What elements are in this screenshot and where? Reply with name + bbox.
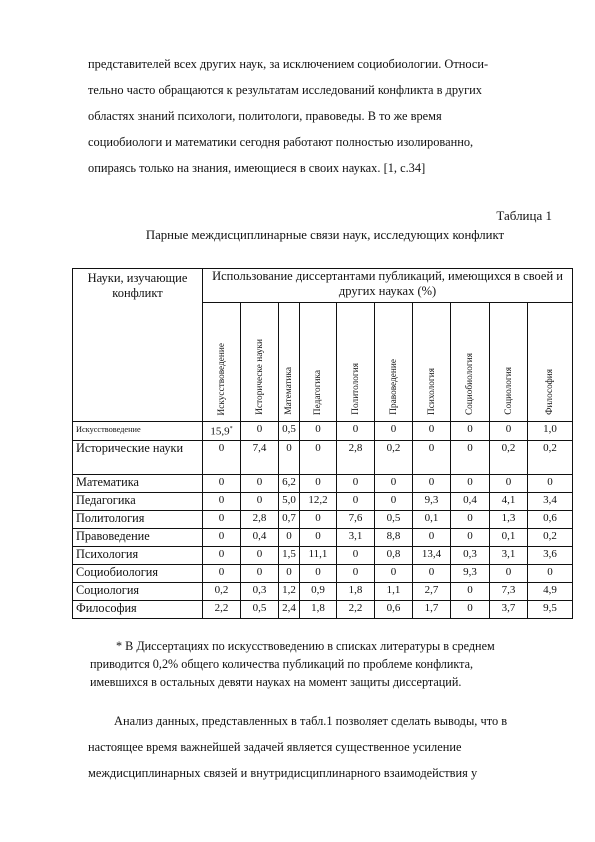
table-cell	[279, 422, 300, 441]
cell-value: 4,9	[543, 583, 557, 596]
column-header	[413, 303, 451, 422]
table-row	[73, 582, 573, 600]
table-cell	[451, 422, 490, 441]
cell-value: 0	[505, 475, 512, 488]
table-row	[73, 546, 573, 564]
table-cell	[300, 600, 337, 618]
table-cell	[300, 582, 337, 600]
cell-value: 0	[352, 565, 359, 578]
cell-value: 0,6	[543, 511, 557, 524]
table-cell	[337, 564, 375, 582]
table-cell	[279, 492, 300, 510]
table-cell	[203, 582, 241, 600]
table-cell	[203, 510, 241, 528]
column-header-label: Педагогика	[313, 369, 323, 415]
table-cell	[413, 510, 451, 528]
table-cell	[300, 440, 337, 474]
cell-value: 0	[547, 475, 553, 488]
cell-value: 0	[218, 511, 225, 524]
column-header-label: Искусствоведение	[216, 342, 227, 415]
cell-value: 0	[286, 565, 292, 578]
table-cell	[241, 564, 279, 582]
cell-value: 0	[256, 565, 263, 578]
cell-value: 0	[428, 475, 435, 488]
table-cell	[528, 474, 573, 492]
column-header	[203, 303, 241, 422]
cell-value: 0	[218, 565, 225, 578]
row-label: Исторические науки	[73, 440, 203, 474]
column-header-label: Историческе науки	[254, 339, 265, 415]
cell-value: 0	[467, 601, 473, 614]
cell-value: 0,4	[252, 529, 267, 542]
table-cell	[490, 440, 528, 474]
table-cell	[300, 546, 337, 564]
table-cell	[203, 546, 241, 564]
table-cell	[451, 440, 490, 474]
cell-value: 13,4	[421, 547, 442, 560]
cell-value: 1,2	[282, 583, 296, 596]
table-cell	[451, 510, 490, 528]
cell-value: 0,2	[543, 441, 557, 454]
cell-value: 0	[286, 441, 292, 454]
cell-value: 0	[256, 475, 263, 488]
cell-value: 0	[315, 511, 321, 524]
cell-value: 6,2	[282, 475, 296, 488]
intro-paragraph	[88, 51, 548, 181]
cell-value: 0,3	[463, 547, 477, 560]
cell-value: 0,2	[386, 441, 401, 454]
table-row	[73, 528, 573, 546]
table-cell	[451, 492, 490, 510]
table-footnote	[90, 637, 560, 691]
table-cell	[241, 510, 279, 528]
table-cell	[413, 422, 451, 441]
conclusion-line: настоящее время важнейшей задачей является существенное усиление	[88, 740, 462, 754]
table-title: Парные междисциплинарные связи наук, исследующих конфликт	[145, 228, 505, 242]
column-header-label: Математика	[284, 367, 294, 415]
column-header	[490, 303, 528, 422]
cell-value: 0	[390, 565, 397, 578]
table-cell	[451, 528, 490, 546]
column-header	[337, 303, 375, 422]
table-cell	[528, 440, 573, 474]
cell-value: 0,5	[282, 423, 296, 435]
conclusion-line: междисциплинарных связей и внутридисциплинарного взаимодействия у	[88, 766, 478, 780]
cell-value: 0,1	[424, 511, 439, 524]
table-cell	[451, 474, 490, 492]
cell-value: 9,5	[543, 601, 557, 614]
column-header	[528, 303, 573, 422]
column-header	[300, 303, 337, 422]
cell-value: 0	[467, 583, 473, 596]
cell-value: 7,6	[348, 511, 363, 524]
cell-value: 0	[467, 529, 473, 542]
cell-value: 0,3	[252, 583, 267, 596]
cell-value: 0	[505, 565, 512, 578]
cell-value: 0	[505, 423, 512, 435]
footnote-line: * В Диссертациях по искусствоведению в списках литературы в среднем	[116, 639, 495, 653]
cell-value: 7,4	[252, 441, 267, 454]
table-cell	[375, 422, 413, 441]
table-cell	[413, 474, 451, 492]
row-label: Правоведение	[73, 528, 203, 546]
table-cell	[337, 474, 375, 492]
table-cell	[337, 528, 375, 546]
column-header-label: Социобиология	[465, 352, 475, 415]
cell-value: 3,1	[348, 529, 363, 542]
cell-value: 1,7	[424, 601, 439, 614]
cell-value: 0	[315, 441, 321, 454]
cell-value: 0	[467, 475, 473, 488]
row-label: Политология	[73, 510, 203, 528]
column-header	[451, 303, 490, 422]
table-cell	[337, 600, 375, 618]
cell-value: 0	[428, 565, 435, 578]
cell-value: 0	[352, 547, 359, 560]
table-cell	[528, 564, 573, 582]
table-cell	[337, 492, 375, 510]
cell-value: 0,2	[501, 441, 516, 454]
table-cell	[337, 546, 375, 564]
cell-value: 2,4	[282, 601, 296, 614]
cell-value: 0,7	[282, 511, 296, 524]
cell-value: 0	[315, 529, 321, 542]
cell-value: 0	[352, 423, 359, 435]
column-header	[279, 303, 300, 422]
table-cell	[490, 510, 528, 528]
table-cell	[451, 600, 490, 618]
cell-value: 1,8	[348, 583, 363, 596]
table-cell	[279, 440, 300, 474]
column-header-label: Социология	[503, 367, 514, 415]
cell-value: 0	[467, 511, 473, 524]
table-cell	[375, 546, 413, 564]
table-cell	[279, 546, 300, 564]
cell-value: 0,8	[386, 547, 401, 560]
cell-value: 11,1	[308, 547, 328, 560]
table-cell	[241, 528, 279, 546]
table-cell	[241, 492, 279, 510]
table-cell	[413, 564, 451, 582]
cell-value: 1,8	[311, 601, 325, 614]
table-cell	[279, 582, 300, 600]
table-cell	[490, 564, 528, 582]
conclusion-line: Анализ данных, представленных в табл.1 позволяет сделать выводы, что в	[114, 714, 508, 728]
table-row	[73, 564, 573, 582]
table-cell	[375, 564, 413, 582]
table-cell	[490, 474, 528, 492]
table-cell	[300, 510, 337, 528]
table-cell	[413, 528, 451, 546]
column-header-label: Правоведение	[388, 359, 399, 415]
table-cell	[413, 546, 451, 564]
row-label: Искусствоведение	[73, 422, 203, 441]
table-cell	[490, 600, 528, 618]
cell-value: 7,3	[501, 583, 516, 596]
cell-value: 1,5	[282, 547, 296, 560]
cell-value: 0,9	[311, 583, 325, 596]
table-cell	[451, 546, 490, 564]
table-cell	[375, 528, 413, 546]
cell-value: 0,6	[386, 601, 401, 614]
intro-line: социобиологи и математики сегодня работают полностью изолированно,	[88, 135, 474, 149]
cell-value: 9,3	[463, 565, 477, 578]
table-row	[73, 422, 573, 441]
cell-value: 0	[256, 493, 263, 506]
table-cell	[241, 474, 279, 492]
cell-value: 0	[390, 423, 397, 435]
cell-value: 2,2	[214, 601, 229, 614]
row-label: Философия	[73, 600, 203, 618]
table-cell	[241, 422, 279, 441]
table-cell	[528, 546, 573, 564]
table-cell	[241, 582, 279, 600]
table-row	[73, 510, 573, 528]
table-cell	[203, 440, 241, 474]
cell-value: 1,0	[543, 423, 557, 435]
table-cell	[279, 474, 300, 492]
cell-value: 9,3	[424, 493, 439, 506]
table-cell	[241, 600, 279, 618]
table-row	[73, 600, 573, 618]
cell-value: 3,7	[501, 601, 516, 614]
cell-value: 2,8	[348, 441, 363, 454]
table-cell	[241, 440, 279, 474]
group-header: Использование диссертантами публикаций, имеющихся в своей и других науках (%)	[203, 269, 573, 303]
table-cell	[337, 510, 375, 528]
table-cell	[203, 528, 241, 546]
table-cell	[490, 546, 528, 564]
cell-value: 0,5	[386, 511, 401, 524]
table-cell	[203, 492, 241, 510]
cell-value: 0	[256, 547, 263, 560]
cell-value: 0	[256, 423, 263, 435]
cell-value: 0,2	[543, 529, 557, 542]
table-cell	[375, 510, 413, 528]
footnote-line: приводится 0,2% общего количества публикаций по проблеме конфликта,	[90, 657, 474, 671]
table-cell	[337, 422, 375, 441]
table-cell	[279, 564, 300, 582]
cell-value: 0	[218, 547, 225, 560]
table-cell	[528, 492, 573, 510]
table-cell	[451, 582, 490, 600]
cell-value: 0	[315, 475, 321, 488]
table-body	[73, 422, 573, 619]
table-row	[73, 492, 573, 510]
table-cell	[375, 492, 413, 510]
table-cell	[300, 422, 337, 441]
cell-value: 0	[467, 441, 473, 454]
table-cell	[413, 582, 451, 600]
column-header-label: Философия	[545, 369, 556, 415]
table-cell	[413, 492, 451, 510]
table-cell	[528, 600, 573, 618]
column-header	[241, 303, 279, 422]
cell-value: 15,9	[210, 425, 230, 438]
table-cell	[490, 528, 528, 546]
table-cell	[451, 564, 490, 582]
cell-value: 0	[352, 493, 359, 506]
cell-value: 0,5	[252, 601, 267, 614]
footnote-marker: *	[229, 426, 233, 432]
cell-value: 12,2	[308, 493, 328, 506]
table-caption: Таблица 1	[496, 208, 552, 223]
row-label: Педагогика	[73, 492, 203, 510]
table-cell	[528, 528, 573, 546]
cell-value: 2,2	[348, 601, 363, 614]
cell-value: 0	[467, 423, 473, 435]
cell-value: 2,7	[424, 583, 439, 596]
cell-value: 0	[218, 493, 225, 506]
cell-value: 1,1	[386, 583, 401, 596]
table-cell	[413, 600, 451, 618]
row-label: Психология	[73, 546, 203, 564]
table-cell	[375, 440, 413, 474]
row-label: Математика	[73, 474, 203, 492]
column-header-label: Психология	[426, 368, 437, 415]
table-cell	[375, 474, 413, 492]
cell-value: 0,4	[463, 493, 477, 506]
conclusion-paragraph	[88, 708, 548, 786]
table-cell	[279, 528, 300, 546]
cell-value: 4,1	[501, 493, 516, 506]
table-cell	[241, 546, 279, 564]
table-cell	[203, 600, 241, 618]
table-cell	[528, 510, 573, 528]
cell-value: 0	[218, 441, 225, 454]
cell-value: 0	[352, 475, 359, 488]
table-cell	[490, 492, 528, 510]
cell-value: 0	[428, 423, 435, 435]
table-cell	[203, 422, 241, 441]
cell-value: 8,8	[386, 529, 401, 542]
cell-value: 3,6	[543, 547, 557, 560]
table-cell	[337, 440, 375, 474]
cell-value: 5,0	[282, 493, 296, 506]
corner-header: Науки, изучающие конфликт	[73, 269, 203, 422]
table-cell	[279, 600, 300, 618]
table-cell	[300, 564, 337, 582]
cell-value: 0	[218, 529, 225, 542]
column-header	[375, 303, 413, 422]
table-cell	[337, 582, 375, 600]
table-cell	[528, 582, 573, 600]
footnote-line: имевшихся в остальных девяти науках на момент защиты диссертаций.	[90, 675, 462, 689]
cell-value: 0,2	[214, 583, 229, 596]
cell-value: 0	[547, 565, 553, 578]
cell-value: 0	[315, 565, 321, 578]
table-row	[73, 474, 573, 492]
column-header-label: Политология	[350, 363, 361, 415]
cell-value: 0	[428, 529, 435, 542]
cell-value: 3,1	[501, 547, 516, 560]
cell-value: 0	[315, 423, 321, 435]
intro-line: тельно часто обращаются к результатам исследований конфликта в других	[88, 83, 482, 97]
cell-value: 1,3	[501, 511, 516, 524]
cell-value: 0	[390, 493, 397, 506]
table-cell	[375, 582, 413, 600]
cell-value: 0	[286, 529, 292, 542]
row-label: Социобиология	[73, 564, 203, 582]
intro-line: областях знаний психологи, политологи, правоведы. В то же время	[88, 109, 442, 123]
intro-line: представителей всех других наук, за исключением социобиологии. Относи-	[88, 57, 489, 71]
cell-value: 0,1	[501, 529, 516, 542]
table-cell	[279, 510, 300, 528]
table-cell	[490, 422, 528, 441]
cell-value: 0	[428, 441, 435, 454]
table-cell	[203, 474, 241, 492]
table-cell	[203, 564, 241, 582]
intro-line: опираясь только на знания, имеющиеся в своих науках. [1, с.34]	[88, 161, 426, 175]
row-label: Социология	[73, 582, 203, 600]
table-cell	[300, 474, 337, 492]
table-cell	[528, 422, 573, 441]
table-row	[73, 440, 573, 474]
table-cell	[300, 492, 337, 510]
table-cell	[300, 528, 337, 546]
cell-value: 0	[390, 475, 397, 488]
cell-value: 2,8	[252, 511, 267, 524]
data-table	[72, 268, 573, 619]
table-cell	[490, 582, 528, 600]
table-cell	[413, 440, 451, 474]
cell-value: 0	[218, 475, 225, 488]
cell-value: 3,4	[543, 493, 557, 506]
table-cell	[375, 600, 413, 618]
